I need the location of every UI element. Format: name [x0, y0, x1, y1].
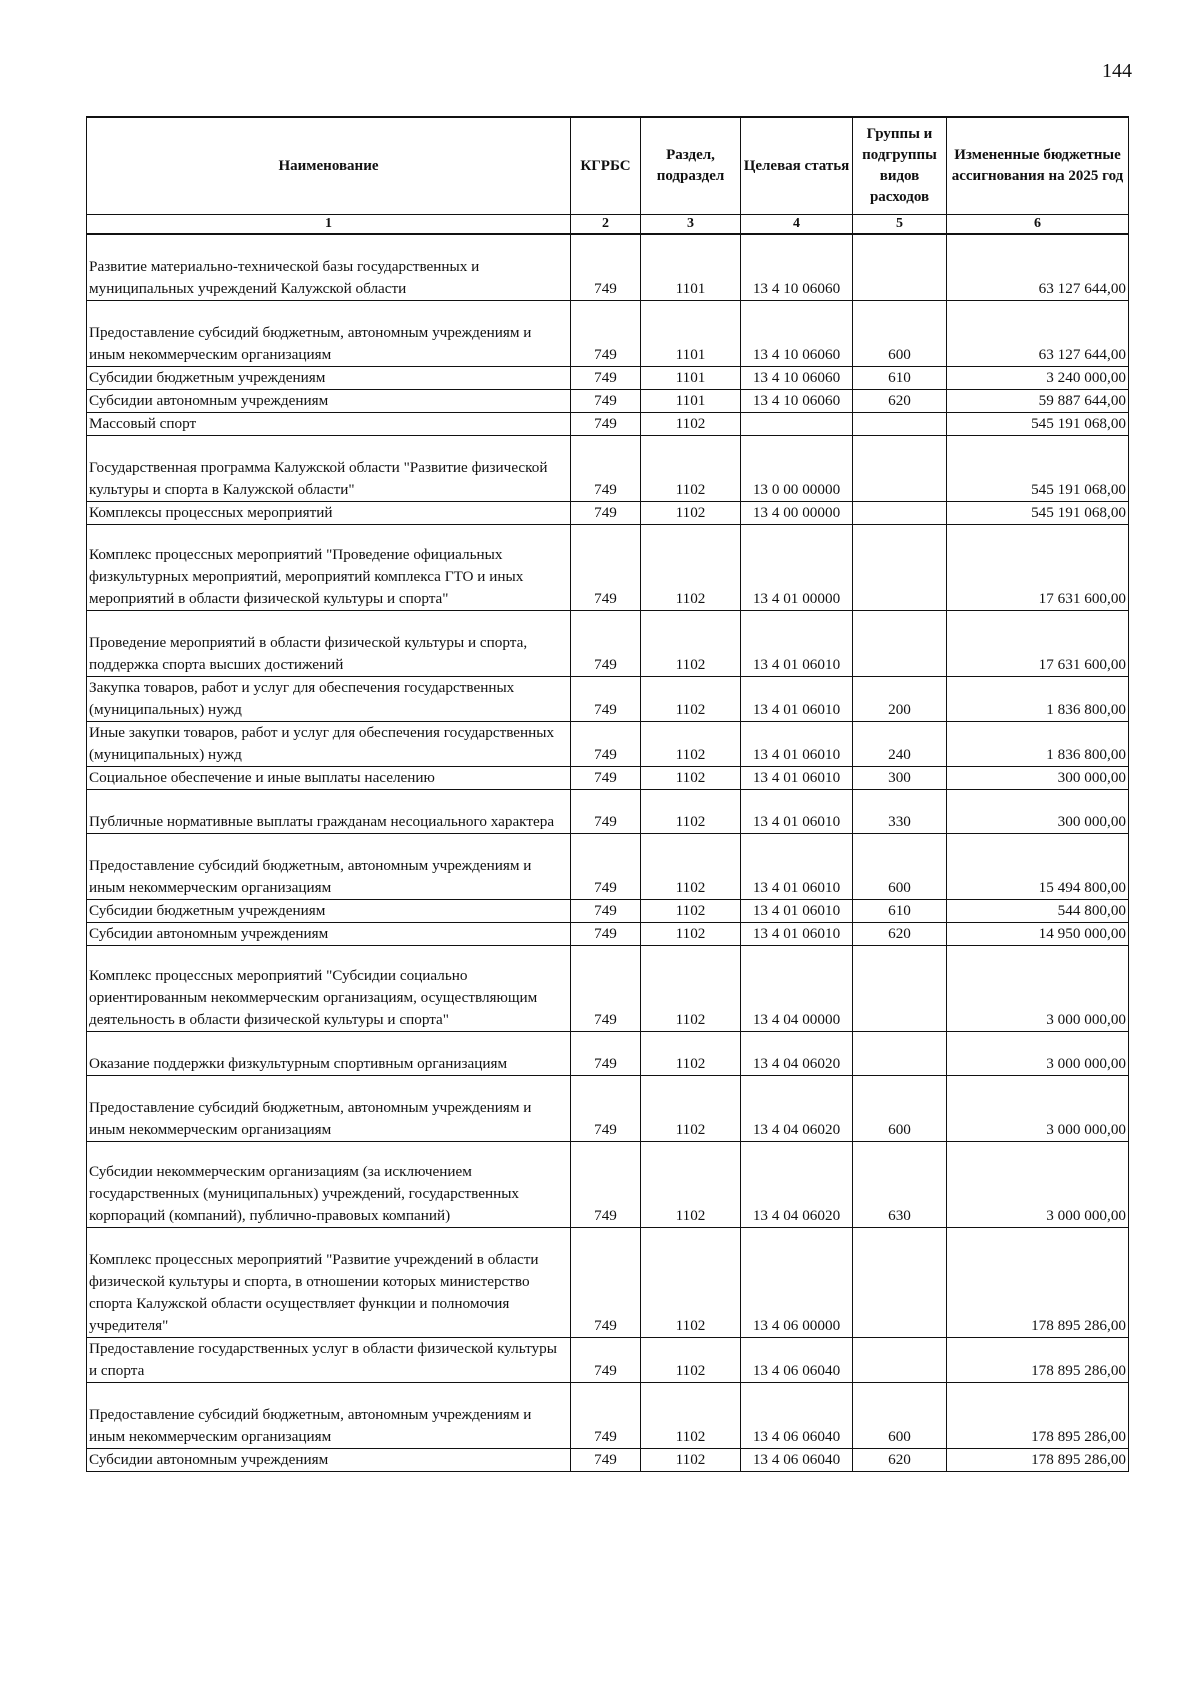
row-name: Субсидии некоммерческим организациям (за исключением государственных (муниципальных) учреждений, государственных корпораций (компаний), публично-правовых компаний) [87, 1141, 571, 1227]
row-amount: 15 494 800,00 [947, 833, 1129, 899]
row-group: 610 [853, 366, 947, 389]
table-row [87, 721, 1129, 766]
row-kgrbs: 749 [571, 789, 641, 833]
row-kgrbs: 749 [571, 1141, 641, 1227]
row-amount: 545 191 068,00 [947, 501, 1129, 524]
row-amount: 178 895 286,00 [947, 1337, 1129, 1382]
column-number: 3 [641, 215, 741, 235]
row-target: 13 4 01 06010 [741, 899, 853, 922]
row-target: 13 4 01 06010 [741, 766, 853, 789]
row-kgrbs: 749 [571, 524, 641, 610]
row-section: 1102 [641, 501, 741, 524]
row-kgrbs: 749 [571, 1227, 641, 1337]
table-row [87, 524, 1129, 610]
row-target: 13 4 06 06040 [741, 1382, 853, 1448]
row-amount: 3 000 000,00 [947, 1141, 1129, 1227]
row-kgrbs: 749 [571, 435, 641, 501]
row-kgrbs: 749 [571, 389, 641, 412]
row-name: Субсидии автономным учреждениям [87, 1448, 571, 1471]
row-group: 200 [853, 676, 947, 721]
row-amount: 63 127 644,00 [947, 234, 1129, 300]
header-name: Наименование [87, 117, 571, 215]
table-row [87, 610, 1129, 676]
header-target: Целевая статья [741, 117, 853, 215]
row-name: Оказание поддержки физкультурным спортивным организациям [87, 1031, 571, 1075]
row-kgrbs: 749 [571, 676, 641, 721]
row-group: 630 [853, 1141, 947, 1227]
row-target: 13 4 01 06010 [741, 676, 853, 721]
table-row [87, 945, 1129, 1031]
row-name: Предоставление субсидий бюджетным, автономным учреждениям и иным некоммерческим организациям [87, 833, 571, 899]
row-name: Субсидии бюджетным учреждениям [87, 899, 571, 922]
row-kgrbs: 749 [571, 1075, 641, 1141]
row-section: 1102 [641, 766, 741, 789]
row-kgrbs: 749 [571, 833, 641, 899]
row-target: 13 4 10 06060 [741, 366, 853, 389]
row-name: Проведение мероприятий в области физической культуры и спорта, поддержка спорта высших достижений [87, 610, 571, 676]
row-group [853, 501, 947, 524]
row-target: 13 4 04 06020 [741, 1031, 853, 1075]
row-group: 330 [853, 789, 947, 833]
row-kgrbs: 749 [571, 945, 641, 1031]
row-name: Государственная программа Калужской области "Развитие физической культуры и спорта в Калужской области" [87, 435, 571, 501]
row-section: 1102 [641, 524, 741, 610]
column-number: 1 [87, 215, 571, 235]
row-section: 1102 [641, 1075, 741, 1141]
column-number: 2 [571, 215, 641, 235]
row-section: 1102 [641, 1448, 741, 1471]
column-number: 6 [947, 215, 1129, 235]
row-target: 13 0 00 00000 [741, 435, 853, 501]
row-kgrbs: 749 [571, 721, 641, 766]
row-group: 620 [853, 1448, 947, 1471]
header-group: Группы и подгруппы видов расходов [853, 117, 947, 215]
row-amount: 300 000,00 [947, 789, 1129, 833]
row-kgrbs: 749 [571, 366, 641, 389]
row-target: 13 4 06 00000 [741, 1227, 853, 1337]
row-name: Предоставление субсидий бюджетным, автономным учреждениям и иным некоммерческим организациям [87, 1382, 571, 1448]
row-amount: 59 887 644,00 [947, 389, 1129, 412]
row-group [853, 945, 947, 1031]
header-section: Раздел, подраздел [641, 117, 741, 215]
row-kgrbs: 749 [571, 501, 641, 524]
row-name: Иные закупки товаров, работ и услуг для обеспечения государственных (муниципальных) нужд [87, 721, 571, 766]
row-group [853, 610, 947, 676]
row-group: 600 [853, 300, 947, 366]
row-name: Социальное обеспечение и иные выплаты населению [87, 766, 571, 789]
row-target: 13 4 01 06010 [741, 789, 853, 833]
table-row [87, 435, 1129, 501]
row-section: 1102 [641, 1031, 741, 1075]
row-group [853, 1031, 947, 1075]
row-section: 1101 [641, 300, 741, 366]
table-row [87, 899, 1129, 922]
row-amount: 3 240 000,00 [947, 366, 1129, 389]
table-row [87, 1075, 1129, 1141]
row-group: 620 [853, 922, 947, 945]
table-row [87, 833, 1129, 899]
row-name: Предоставление субсидий бюджетным, автономным учреждениям и иным некоммерческим организациям [87, 300, 571, 366]
table-row [87, 1227, 1129, 1337]
row-amount: 178 895 286,00 [947, 1382, 1129, 1448]
row-name: Комплекс процессных мероприятий "Субсидии социально ориентированным некоммерческим организациям, осуществляющим деятельность в области физической культуры и спорта" [87, 945, 571, 1031]
row-kgrbs: 749 [571, 1031, 641, 1075]
row-target: 13 4 10 06060 [741, 234, 853, 300]
row-amount: 17 631 600,00 [947, 524, 1129, 610]
row-group: 620 [853, 389, 947, 412]
row-section: 1101 [641, 366, 741, 389]
header-kgrbs: КГРБС [571, 117, 641, 215]
row-kgrbs: 749 [571, 766, 641, 789]
row-section: 1102 [641, 1141, 741, 1227]
row-amount: 178 895 286,00 [947, 1227, 1129, 1337]
page-number: 144 [1102, 60, 1132, 82]
row-section: 1102 [641, 945, 741, 1031]
row-target: 13 4 01 06010 [741, 833, 853, 899]
row-kgrbs: 749 [571, 1337, 641, 1382]
table-row [87, 366, 1129, 389]
row-target: 13 4 01 00000 [741, 524, 853, 610]
row-name: Комплекс процессных мероприятий "Развитие учреждений в области физической культуры и спорта, в отношении которых министерство спорта Калужской области осуществляет функции и полномочия учредителя" [87, 1227, 571, 1337]
table-row [87, 300, 1129, 366]
row-group [853, 412, 947, 435]
row-amount: 14 950 000,00 [947, 922, 1129, 945]
row-section: 1101 [641, 389, 741, 412]
table-row [87, 789, 1129, 833]
budget-table [86, 116, 1129, 1472]
row-section: 1102 [641, 1227, 741, 1337]
row-target [741, 412, 853, 435]
row-section: 1102 [641, 922, 741, 945]
table-row [87, 389, 1129, 412]
row-amount: 3 000 000,00 [947, 1031, 1129, 1075]
row-kgrbs: 749 [571, 922, 641, 945]
row-group [853, 524, 947, 610]
row-amount: 300 000,00 [947, 766, 1129, 789]
row-kgrbs: 749 [571, 1448, 641, 1471]
row-amount: 545 191 068,00 [947, 412, 1129, 435]
row-kgrbs: 749 [571, 300, 641, 366]
row-name: Комплекс процессных мероприятий "Проведение официальных физкультурных мероприятий, мероприятий комплекса ГТО и иных мероприятий в области физической культуры и спорта" [87, 524, 571, 610]
row-amount: 3 000 000,00 [947, 1075, 1129, 1141]
row-name: Комплексы процессных мероприятий [87, 501, 571, 524]
row-target: 13 4 04 06020 [741, 1075, 853, 1141]
row-kgrbs: 749 [571, 1382, 641, 1448]
row-group [853, 435, 947, 501]
row-target: 13 4 01 06010 [741, 610, 853, 676]
row-section: 1102 [641, 1337, 741, 1382]
row-name: Закупка товаров, работ и услуг для обеспечения государственных (муниципальных) нужд [87, 676, 571, 721]
row-group: 600 [853, 1075, 947, 1141]
table-row [87, 501, 1129, 524]
row-amount: 545 191 068,00 [947, 435, 1129, 501]
row-group: 600 [853, 1382, 947, 1448]
row-target: 13 4 10 06060 [741, 389, 853, 412]
row-section: 1102 [641, 610, 741, 676]
row-kgrbs: 749 [571, 610, 641, 676]
header-amount: Измененные бюджетные ассигнования на 2025 год [947, 117, 1129, 215]
row-section: 1102 [641, 833, 741, 899]
row-amount: 17 631 600,00 [947, 610, 1129, 676]
row-group [853, 1337, 947, 1382]
row-name: Массовый спорт [87, 412, 571, 435]
row-section: 1102 [641, 676, 741, 721]
table-row [87, 412, 1129, 435]
row-target: 13 4 06 06040 [741, 1448, 853, 1471]
row-section: 1102 [641, 899, 741, 922]
row-name: Субсидии автономным учреждениям [87, 389, 571, 412]
row-section: 1102 [641, 789, 741, 833]
row-section: 1102 [641, 412, 741, 435]
column-number-row [87, 215, 1129, 235]
row-name: Развитие материально-технической базы государственных и муниципальных учреждений Калужской области [87, 234, 571, 300]
table-row [87, 234, 1129, 300]
table-row [87, 922, 1129, 945]
row-group: 600 [853, 833, 947, 899]
row-group: 300 [853, 766, 947, 789]
row-target: 13 4 00 00000 [741, 501, 853, 524]
column-number: 4 [741, 215, 853, 235]
row-name: Субсидии бюджетным учреждениям [87, 366, 571, 389]
table-row [87, 766, 1129, 789]
row-section: 1102 [641, 435, 741, 501]
header-row [87, 117, 1129, 215]
table-row [87, 676, 1129, 721]
row-group [853, 234, 947, 300]
row-kgrbs: 749 [571, 234, 641, 300]
row-amount: 3 000 000,00 [947, 945, 1129, 1031]
table-row [87, 1141, 1129, 1227]
row-amount: 1 836 800,00 [947, 721, 1129, 766]
row-group: 610 [853, 899, 947, 922]
row-target: 13 4 04 00000 [741, 945, 853, 1031]
row-section: 1101 [641, 234, 741, 300]
table-row [87, 1448, 1129, 1471]
row-target: 13 4 01 06010 [741, 922, 853, 945]
table-row [87, 1031, 1129, 1075]
row-target: 13 4 06 06040 [741, 1337, 853, 1382]
row-amount: 63 127 644,00 [947, 300, 1129, 366]
column-number: 5 [853, 215, 947, 235]
row-amount: 1 836 800,00 [947, 676, 1129, 721]
row-target: 13 4 01 06010 [741, 721, 853, 766]
row-kgrbs: 749 [571, 899, 641, 922]
row-group: 240 [853, 721, 947, 766]
row-amount: 544 800,00 [947, 899, 1129, 922]
row-target: 13 4 04 06020 [741, 1141, 853, 1227]
row-amount: 178 895 286,00 [947, 1448, 1129, 1471]
row-name: Субсидии автономным учреждениям [87, 922, 571, 945]
table-row [87, 1337, 1129, 1382]
row-kgrbs: 749 [571, 412, 641, 435]
row-target: 13 4 10 06060 [741, 300, 853, 366]
row-name: Предоставление государственных услуг в области физической культуры и спорта [87, 1337, 571, 1382]
row-section: 1102 [641, 721, 741, 766]
table-row [87, 1382, 1129, 1448]
row-section: 1102 [641, 1382, 741, 1448]
row-name: Публичные нормативные выплаты гражданам несоциального характера [87, 789, 571, 833]
table-body [87, 234, 1129, 1471]
row-name: Предоставление субсидий бюджетным, автономным учреждениям и иным некоммерческим организациям [87, 1075, 571, 1141]
row-group [853, 1227, 947, 1337]
